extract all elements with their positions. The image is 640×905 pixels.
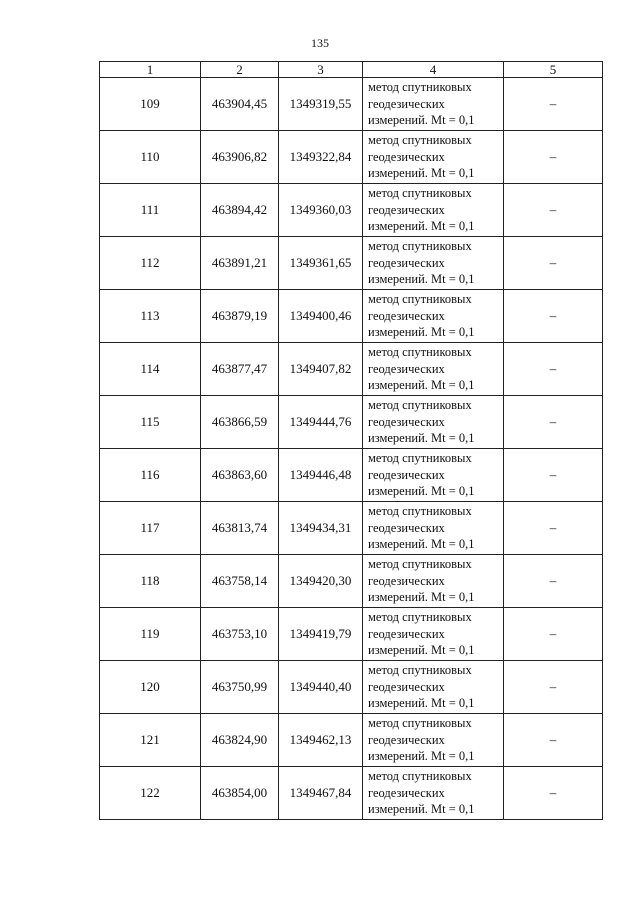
table-row <box>100 78 603 131</box>
method-cell <box>363 396 504 449</box>
method-text-line: измерений. Mt = 0,1 <box>368 272 475 287</box>
method-text-line: геодезических <box>368 202 445 217</box>
method-text-line: геодезических <box>368 308 445 323</box>
y-coordinate-cell: 1349400,46 <box>279 290 363 343</box>
note-cell: – <box>504 661 603 714</box>
method-text-line: метод спутниковых <box>368 769 472 784</box>
method-cell <box>363 502 504 555</box>
x-coordinate-cell: 463906,82 <box>201 131 279 184</box>
x-coordinate-cell: 463877,47 <box>201 343 279 396</box>
y-coordinate-cell: 1349361,65 <box>279 237 363 290</box>
method-text-line: измерений. Mt = 0,1 <box>368 431 475 446</box>
method-text-line: измерений. Mt = 0,1 <box>368 113 475 128</box>
table-row <box>100 396 603 449</box>
table-row <box>100 555 603 608</box>
y-coordinate-cell: 1349440,40 <box>279 661 363 714</box>
x-coordinate-cell: 463750,99 <box>201 661 279 714</box>
method-text-line: измерений. Mt = 0,1 <box>368 802 475 817</box>
method-text-line: измерений. Mt = 0,1 <box>368 749 475 764</box>
method-text-line: метод спутниковых <box>368 186 472 201</box>
point-number-cell: 119 <box>100 608 201 661</box>
method-text-line: геодезических <box>368 255 445 270</box>
point-number-cell: 114 <box>100 343 201 396</box>
table-row <box>100 767 603 820</box>
x-coordinate-cell: 463813,74 <box>201 502 279 555</box>
x-coordinate-cell: 463879,19 <box>201 290 279 343</box>
method-text-line: метод спутниковых <box>368 292 472 307</box>
method-text-line: геодезических <box>368 520 445 535</box>
point-number-cell: 113 <box>100 290 201 343</box>
method-text-line: геодезических <box>368 414 445 429</box>
y-coordinate-cell: 1349420,30 <box>279 555 363 608</box>
method-text-line: метод спутниковых <box>368 716 472 731</box>
note-cell: – <box>504 502 603 555</box>
y-coordinate-cell: 1349419,79 <box>279 608 363 661</box>
method-text-line: геодезических <box>368 361 445 376</box>
y-coordinate-cell: 1349360,03 <box>279 184 363 237</box>
y-coordinate-cell: 1349444,76 <box>279 396 363 449</box>
note-cell: – <box>504 555 603 608</box>
column-header-3: 3 <box>279 62 363 78</box>
page-number: 135 <box>311 36 329 50</box>
x-coordinate-cell: 463866,59 <box>201 396 279 449</box>
method-text-line: метод спутниковых <box>368 239 472 254</box>
method-cell <box>363 449 504 502</box>
method-text-line: геодезических <box>368 785 445 800</box>
method-text-line: измерений. Mt = 0,1 <box>368 378 475 393</box>
method-text-line: геодезических <box>368 96 445 111</box>
method-text-line: измерений. Mt = 0,1 <box>368 166 475 181</box>
x-coordinate-cell: 463863,60 <box>201 449 279 502</box>
point-number-cell: 120 <box>100 661 201 714</box>
column-header-2: 2 <box>201 62 279 78</box>
method-cell <box>363 78 504 131</box>
y-coordinate-cell: 1349319,55 <box>279 78 363 131</box>
method-cell <box>363 555 504 608</box>
note-cell: – <box>504 131 603 184</box>
point-number-cell: 109 <box>100 78 201 131</box>
note-cell: – <box>504 449 603 502</box>
method-text-line: метод спутниковых <box>368 345 472 360</box>
table-row <box>100 184 603 237</box>
method-cell <box>363 343 504 396</box>
x-coordinate-cell: 463891,21 <box>201 237 279 290</box>
note-cell: – <box>504 290 603 343</box>
method-text-line: метод спутниковых <box>368 80 472 95</box>
table-row <box>100 608 603 661</box>
method-text-line: метод спутниковых <box>368 663 472 678</box>
y-coordinate-cell: 1349322,84 <box>279 131 363 184</box>
note-cell: – <box>504 78 603 131</box>
method-text-line: геодезических <box>368 732 445 747</box>
method-text-line: геодезических <box>368 573 445 588</box>
x-coordinate-cell: 463904,45 <box>201 78 279 131</box>
method-text-line: метод спутниковых <box>368 133 472 148</box>
note-cell: – <box>504 237 603 290</box>
y-coordinate-cell: 1349446,48 <box>279 449 363 502</box>
method-text-line: геодезических <box>368 149 445 164</box>
point-number-cell: 112 <box>100 237 201 290</box>
x-coordinate-cell: 463753,10 <box>201 608 279 661</box>
table-row <box>100 714 603 767</box>
x-coordinate-cell: 463758,14 <box>201 555 279 608</box>
method-text-line: метод спутниковых <box>368 557 472 572</box>
table-row <box>100 661 603 714</box>
point-number-cell: 117 <box>100 502 201 555</box>
column-header-4: 4 <box>363 62 504 78</box>
method-text-line: геодезических <box>368 679 445 694</box>
point-number-cell: 118 <box>100 555 201 608</box>
y-coordinate-cell: 1349462,13 <box>279 714 363 767</box>
note-cell: – <box>504 184 603 237</box>
method-text-line: измерений. Mt = 0,1 <box>368 643 475 658</box>
method-cell <box>363 714 504 767</box>
note-cell: – <box>504 396 603 449</box>
method-cell <box>363 290 504 343</box>
table-row <box>100 237 603 290</box>
x-coordinate-cell: 463894,42 <box>201 184 279 237</box>
method-text-line: измерений. Mt = 0,1 <box>368 696 475 711</box>
method-cell <box>363 661 504 714</box>
header-row <box>100 62 603 78</box>
method-text-line: измерений. Mt = 0,1 <box>368 219 475 234</box>
column-header-5: 5 <box>504 62 603 78</box>
method-text-line: метод спутниковых <box>368 398 472 413</box>
method-text-line: метод спутниковых <box>368 451 472 466</box>
note-cell: – <box>504 767 603 820</box>
method-cell <box>363 184 504 237</box>
method-text-line: метод спутниковых <box>368 504 472 519</box>
column-header-1: 1 <box>100 62 201 78</box>
method-cell <box>363 131 504 184</box>
point-number-cell: 115 <box>100 396 201 449</box>
x-coordinate-cell: 463824,90 <box>201 714 279 767</box>
coordinates-table <box>99 61 603 820</box>
point-number-cell: 110 <box>100 131 201 184</box>
method-text-line: метод спутниковых <box>368 610 472 625</box>
y-coordinate-cell: 1349407,82 <box>279 343 363 396</box>
method-text-line: измерений. Mt = 0,1 <box>368 484 475 499</box>
table-row <box>100 449 603 502</box>
table-row <box>100 343 603 396</box>
note-cell: – <box>504 608 603 661</box>
method-text-line: геодезических <box>368 467 445 482</box>
point-number-cell: 122 <box>100 767 201 820</box>
method-text-line: измерений. Mt = 0,1 <box>368 537 475 552</box>
method-text-line: геодезических <box>368 626 445 641</box>
method-cell <box>363 237 504 290</box>
point-number-cell: 121 <box>100 714 201 767</box>
table-row <box>100 290 603 343</box>
method-text-line: измерений. Mt = 0,1 <box>368 590 475 605</box>
method-cell <box>363 608 504 661</box>
y-coordinate-cell: 1349434,31 <box>279 502 363 555</box>
point-number-cell: 111 <box>100 184 201 237</box>
table-row <box>100 502 603 555</box>
method-cell <box>363 767 504 820</box>
method-text-line: измерений. Mt = 0,1 <box>368 325 475 340</box>
x-coordinate-cell: 463854,00 <box>201 767 279 820</box>
point-number-cell: 116 <box>100 449 201 502</box>
y-coordinate-cell: 1349467,84 <box>279 767 363 820</box>
table-row <box>100 131 603 184</box>
note-cell: – <box>504 714 603 767</box>
note-cell: – <box>504 343 603 396</box>
